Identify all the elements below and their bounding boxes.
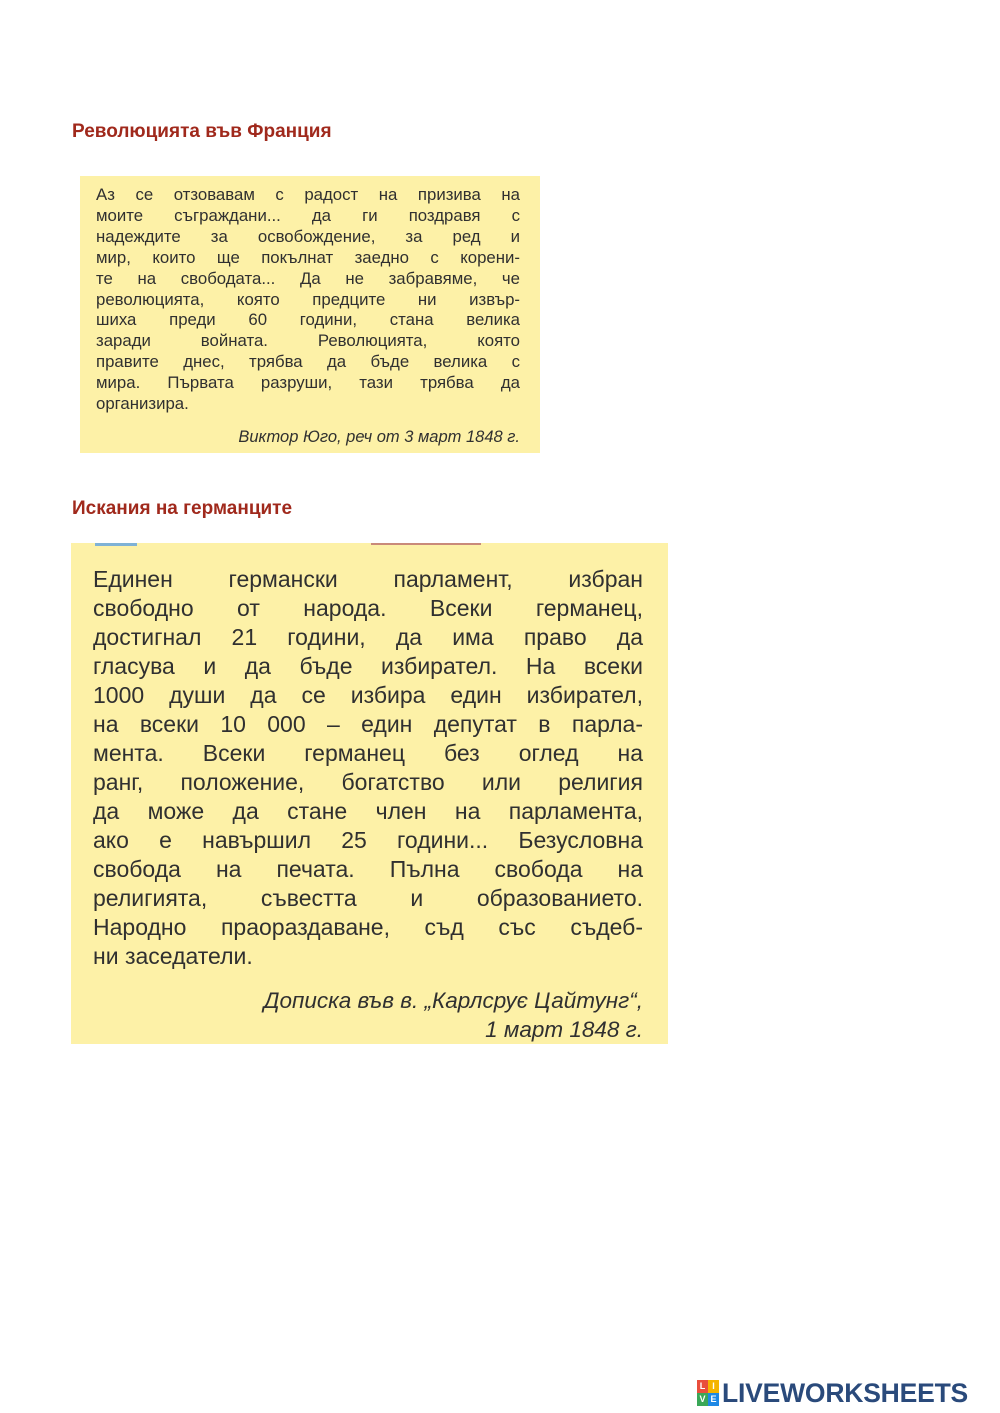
- quote-line: мир, които ще покълнат заедно с корени-: [96, 247, 520, 267]
- logo-cell: E: [708, 1393, 719, 1406]
- quote-attribution: Виктор Юго, реч от 3 март 1848 г.: [238, 427, 520, 446]
- quote-line: заради войната. Революцията, която: [96, 331, 520, 351]
- quote-panel-karlsruhe: [71, 543, 668, 1044]
- quote-line: на всеки 10 000 – един депутат в парла-: [93, 711, 643, 737]
- logo-cell: V: [697, 1393, 708, 1406]
- logo-cell: I: [708, 1380, 719, 1393]
- quote-line: гласува и да бъде избирател. На всеки: [93, 653, 643, 679]
- quote-line: Аз се отзовавам с радост на призива на: [96, 185, 520, 204]
- quote-line: правите днес, трябва да бъде велика с: [96, 352, 520, 372]
- quote-line: организира.: [96, 394, 189, 414]
- liveworksheets-logo-text: LIVEWORKSHEETS: [722, 1377, 969, 1408]
- quote-line: свобода на печата. Пълна свобода на: [93, 856, 643, 882]
- quote-line: достигнал 21 години, да има право да: [93, 624, 643, 650]
- quote-line: религията, съвестта и образованието.: [93, 885, 643, 911]
- quote-line: мента. Всеки германец без оглед на: [93, 740, 643, 766]
- attribution-line: 1 март 1848 г.: [485, 1017, 643, 1042]
- quote-line: те на свободата... Да не забравяме, че: [96, 268, 520, 288]
- quote-line: революцията, която предците ни извър-: [96, 289, 520, 309]
- quote-line: Единен германски парламент, избран: [93, 566, 643, 592]
- quote-line: ни заседатели.: [93, 943, 253, 969]
- cropped-header-mark: [371, 543, 481, 545]
- quote-line: ранг, положение, богатство или религия: [93, 769, 643, 795]
- quote-line: да може да стане член на парламента,: [93, 798, 643, 824]
- liveworksheets-logo[interactable]: [697, 1378, 968, 1408]
- quote-line: ако е навършил 25 години... Безусловна: [93, 827, 643, 853]
- section-heading-germans: Искания на германците: [72, 498, 293, 519]
- quote-line: шиха преди 60 години, стана велика: [96, 310, 520, 330]
- liveworksheets-logo-icon: [697, 1380, 719, 1406]
- quote-panel-hugo: [80, 176, 540, 453]
- quote-line: Народно праораздаване, съд със съдеб-: [93, 914, 643, 940]
- quote-line: 1000 души да се избира един избирател,: [93, 682, 643, 708]
- quote-line: надеждите за освобождение, за ред и: [96, 226, 520, 246]
- quote-line: моите съграждани... да ги поздравя с: [96, 205, 520, 225]
- cropped-header-mark: [95, 543, 137, 546]
- quote-line: мира. Първата разруши, тази трябва да: [96, 373, 520, 393]
- logo-cell: L: [697, 1380, 708, 1393]
- attribution-line: Дописка във в. „Карлсрує Цайтунг“,: [263, 988, 643, 1013]
- section-heading-france: Революцията във Франция: [72, 121, 332, 142]
- quote-attribution: [93, 986, 643, 1044]
- quote-line: свободно от народа. Всеки германец,: [93, 595, 643, 621]
